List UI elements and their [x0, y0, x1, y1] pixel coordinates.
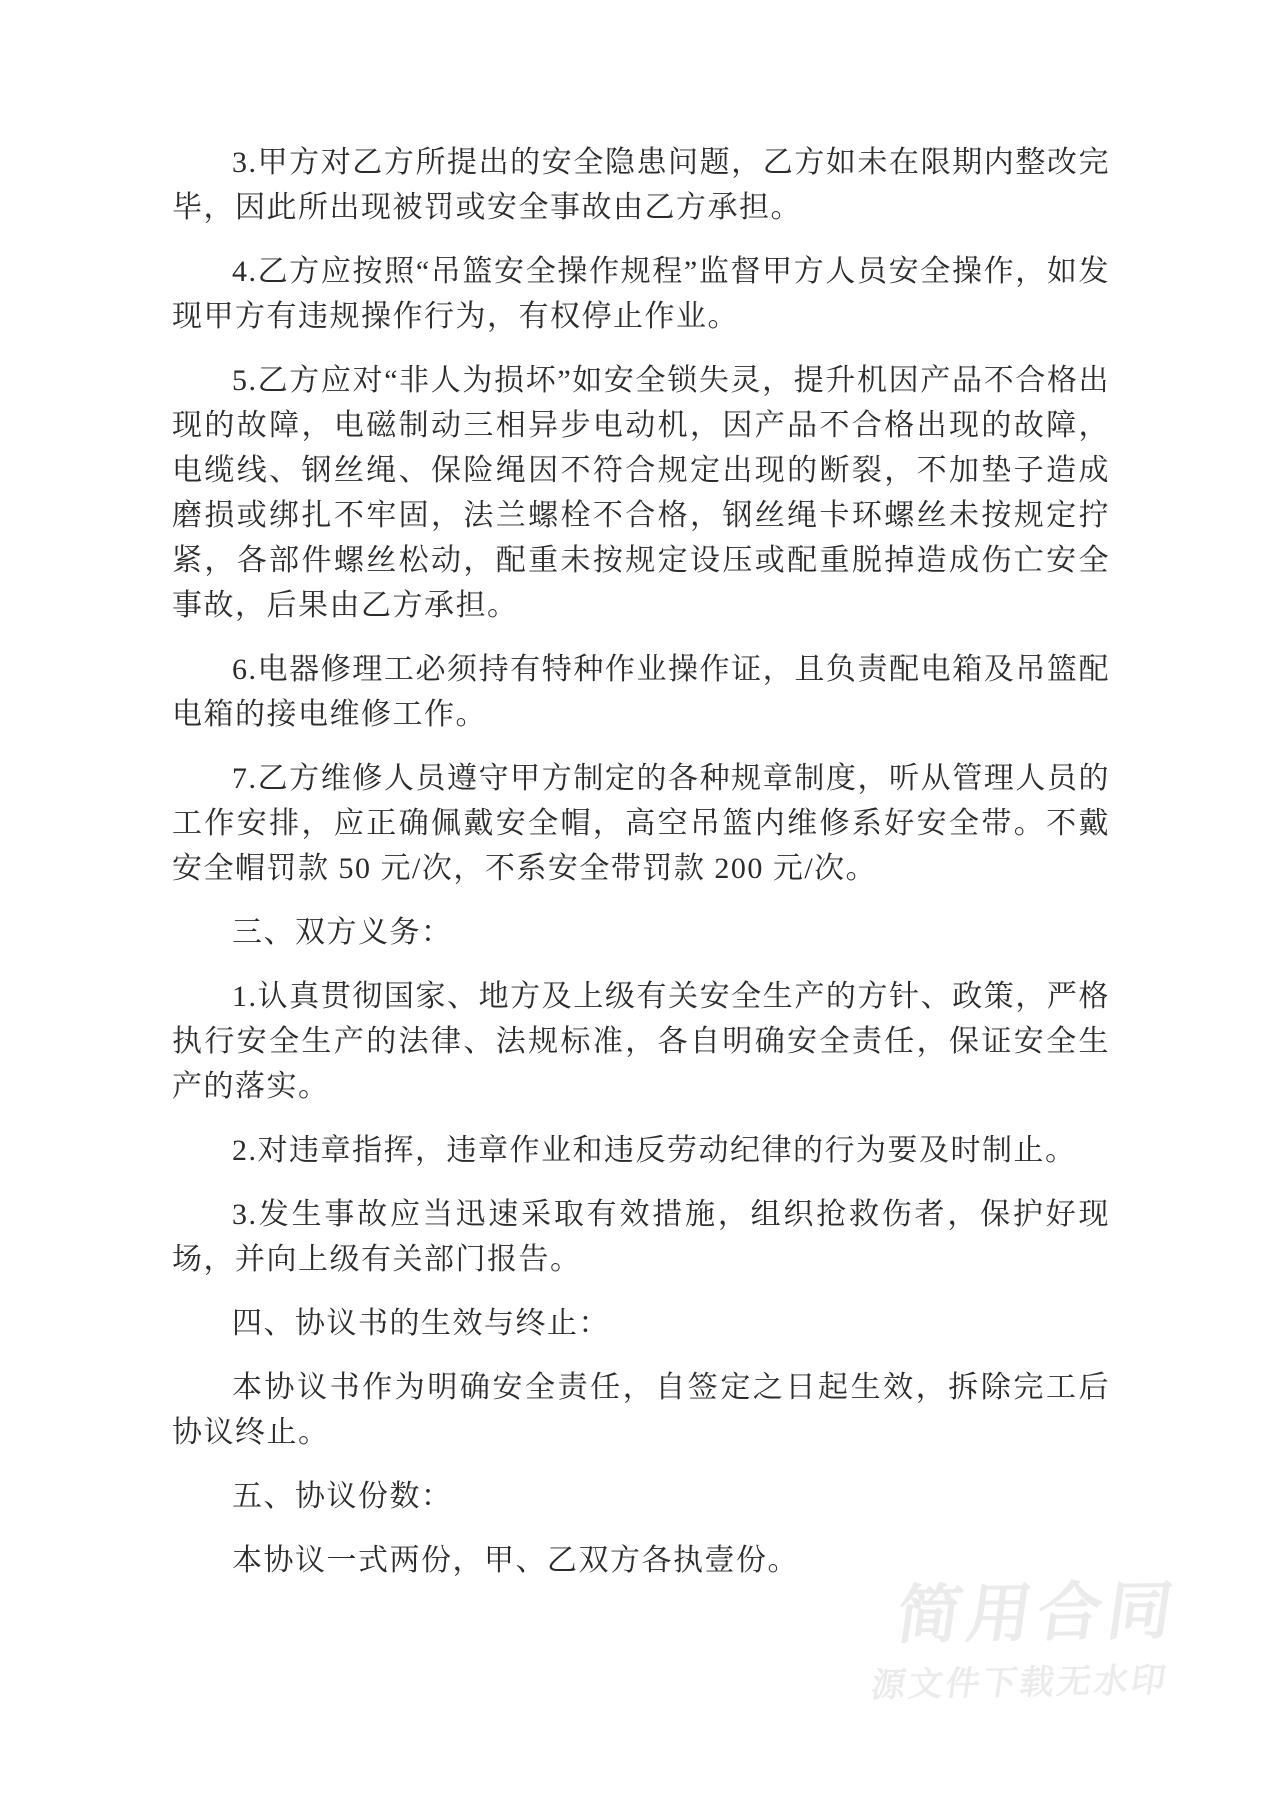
clause-3-rectification: 3.甲方对乙方所提出的安全隐患问题，乙方如未在限期内整改完毕，因此所出现被罚或安全事故由乙方承担。 — [172, 146, 1110, 224]
clause-6-electrician-certificate: 6.电器修理工必须持有特种作业操作证，且负责配电箱及吊篮配电箱的接电维修工作。 — [172, 653, 1110, 731]
obligation-1-policy: 1.认真贯彻国家、地方及上级有关安全生产的方针、政策，严格执行安全生产的法律、法规标准，各自明确安全责任，保证安全生产的落实。 — [172, 980, 1110, 1103]
section-4-body: 本协议书作为明确安全责任，自签定之日起生效，拆除完工后协议终止。 — [172, 1371, 1110, 1449]
obligation-3-accident-response: 3.发生事故应当迅速采取有效措施，组织抢救伤者，保护好现场，并向上级有关部门报告。 — [172, 1198, 1110, 1276]
section-5-body: 本协议一式两份，甲、乙双方各执壹份。 — [232, 1544, 799, 1577]
section-4-heading-effective-termination: 四、协议书的生效与终止： — [232, 1307, 610, 1340]
clause-4-operation-rules: 4.乙方应按照“吊篮安全操作规程”监督甲方人员安全操作，如发现甲方有违规操作行为，有权停止作业。 — [172, 255, 1110, 333]
contract-body — [172, 140, 1110, 1602]
section-3-heading-mutual-obligations: 三、双方义务： — [232, 916, 453, 949]
watermark-title: 简用合同 — [892, 1574, 1184, 1652]
clause-5-non-human-damage: 5.乙方应对“非人为损坏”如安全锁失灵，提升机因产品不合格出现的故障，电磁制动三相异步电动机，因产品不合格出现的故障，电缆线、钢丝绳、保险绳因不符合规定出现的断裂，不加垫子造成磨损或绑扎不牢固，法兰螺栓不合格，钢丝绳卡环螺丝未按规定拧紧，各部件螺丝松动，配重未按规定设压或配重脱掉造成伤亡安全事故，后果由乙方承担。 — [172, 364, 1110, 622]
watermark — [869, 1575, 1183, 1704]
clause-7-safety-gear-fines: 7.乙方维修人员遵守甲方制定的各种规章制度，听从管理人员的工作安排，应正确佩戴安全帽，高空吊篮内维修系好安全带。不戴安全帽罚款 50 元/次，不系安全带罚款 200 元/次。 — [172, 762, 1110, 885]
section-5-heading-copies: 五、协议份数： — [232, 1480, 453, 1513]
obligation-2-violations: 2.对违章指挥，违章作业和违反劳动纪律的行为要及时制止。 — [232, 1134, 1077, 1167]
watermark-subtitle: 源文件下载无水印 — [868, 1661, 1172, 1705]
